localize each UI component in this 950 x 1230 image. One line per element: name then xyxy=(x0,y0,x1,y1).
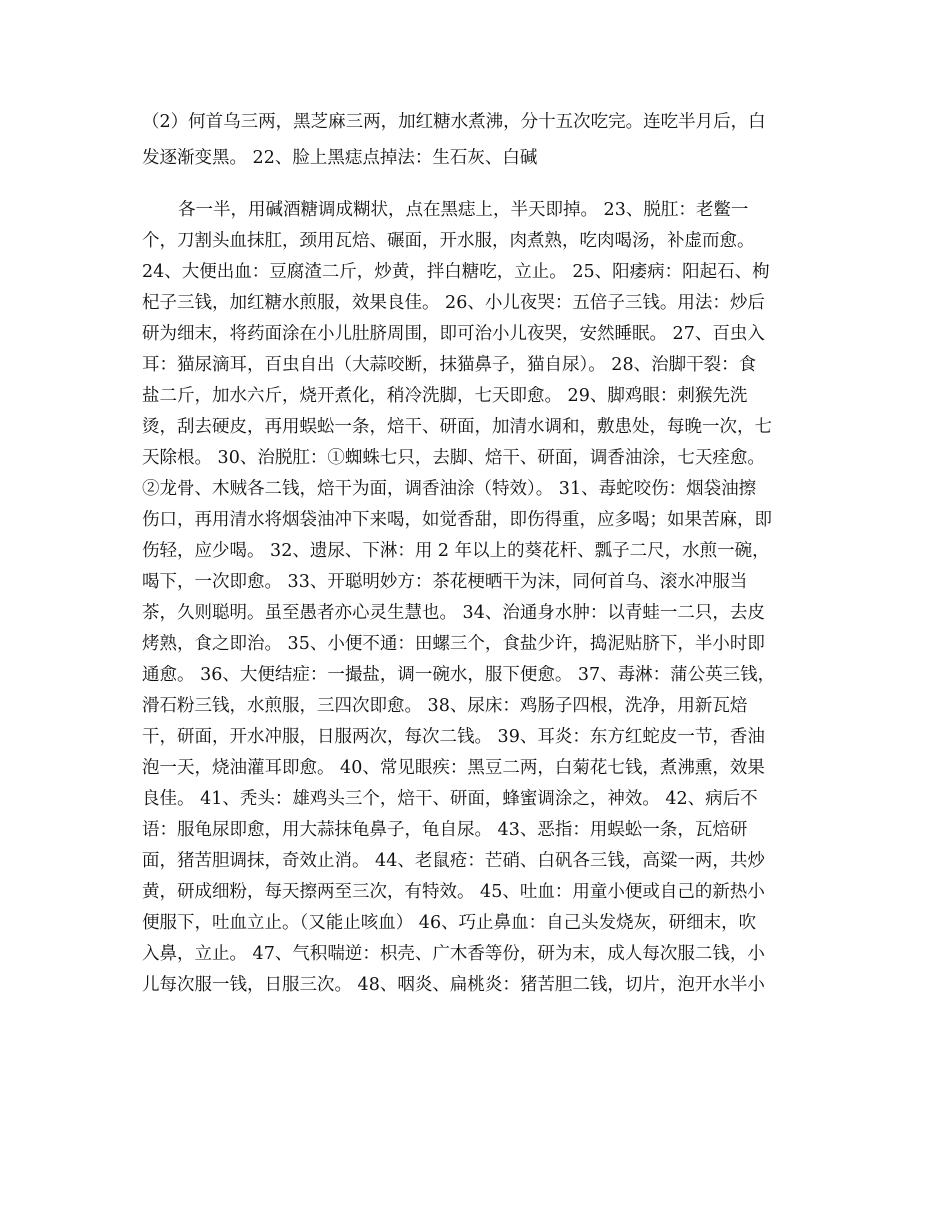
text-line: 个，刀割头血抹肛，颈用瓦焙、碾面，开水服，肉煮熟，吃肉喝汤，补虚而愈。 xyxy=(142,231,755,251)
text-line: ②龙骨、木贼各二钱，焙干为面，调香油涂（特效）。 31、毒蛇咬伤：烟袋油擦 xyxy=(142,479,757,499)
text-line: （2）何首乌三两，黑芝麻三两，加红糖水煮沸，分十五次吃完。连吃半月后，白 xyxy=(142,112,766,132)
text-line: 耳：猫尿滴耳，百虫自出（大蒜咬断，抹猫鼻子，猫自尿）。 28、治脚干裂：食 xyxy=(142,355,757,375)
text-line: 烤熟，食之即治。 35、小便不通：田螺三个，食盐少许，捣泥贴脐下，半小时即 xyxy=(142,634,765,654)
text-line: 便服下，吐血立止。（又能止咳血） 46、巧止鼻血：自己头发烧灰，研细末，吹 xyxy=(142,913,757,933)
text-line: 面，猪苦胆调抹，奇效止消。 44、老鼠疮：芒硝、白矾各三钱，高粱一两，共炒 xyxy=(142,851,765,871)
text-line: 烫，刮去硬皮，再用蜈蚣一条，焙干、研面，加清水调和，敷患处，每晚一次，七 xyxy=(142,417,772,437)
text-line: 儿每次服一钱，日服三次。 48、咽炎、扁桃炎：猪苦胆二钱，切片，泡开水半小 xyxy=(142,975,765,995)
text-line: 24、大便出血：豆腐渣二斤，炒黄，拌白糖吃，立止。 25、阳痿病：阳起石、枸 xyxy=(142,262,770,282)
text-line: 研为细末，将药面涂在小儿肚脐周围，即可治小儿夜哭，安然睡眠。 27、百虫入 xyxy=(142,324,765,344)
text-line: 伤口，再用清水将烟袋油冲下来喝，如觉香甜，即伤得重，应多喝；如果苦麻，即 xyxy=(142,510,772,530)
text-line: 干，研面，开水冲服，日服两次，每次二钱。 39、耳炎：东方红蛇皮一节，香油 xyxy=(142,727,765,747)
text-line: 良佳。 41、秃头：雄鸡头三个，焙干、研面，蜂蜜调涂之，神效。 42、病后不 xyxy=(142,789,758,809)
text-line xyxy=(142,1001,817,1032)
text-line: 泡一天，烧油灌耳即愈。 40、常见眼疾：黑豆二两，白菊花七钱，煮沸熏，效果 xyxy=(142,758,765,778)
paragraph-1 xyxy=(142,104,817,176)
text-line: 语：服龟尿即愈，用大蒜抹龟鼻子，龟自尿。 43、恶指：用蜈蚣一条，瓦焙研 xyxy=(142,820,748,840)
text-line: 发逐渐变黑。 22、脸上黑痣点掉法：生石灰、白碱 xyxy=(142,148,538,168)
text-line: 滑石粉三钱，水煎服，三四次即愈。 38、尿床：鸡肠子四根，洗净，用新瓦焙 xyxy=(142,696,748,716)
text-line: 入鼻，立止。 47、气积喘逆：枳壳、广木香等份，研为末，成人每次服二钱，小 xyxy=(142,944,765,964)
text-line: 茶，久则聪明。虽至愚者亦心灵生慧也。 34、治通身水肿：以青蛙一二只，去皮 xyxy=(142,603,765,623)
text-line: 盐二斤，加水六斤，烧开煮化，稍冷洗脚，七天即愈。 29、脚鸡眼：刺猴先洗 xyxy=(142,386,748,406)
text-line: 黄，研成细粉，每天擦两至三次，有特效。 45、吐血：用童小便或自己的新热小 xyxy=(142,882,765,902)
text-line: 通愈。 36、大便结症：一撮盐，调一碗水，服下便愈。 37、毒淋：蒲公英三钱， xyxy=(142,665,776,685)
text-line: 各一半，用碱酒糖调成糊状，点在黑痣上，半天即掉。 23、脱肛：老鳖一 xyxy=(178,200,749,220)
text-line: 杞子三钱，加红糖水煎服，效果良佳。 26、小儿夜哭：五倍子三钱。用法：炒后 xyxy=(142,293,765,313)
text-line: 伤轻，应少喝。 32、遗尿、下淋：用 2 年以上的葵花杆、瓢子二尺，水煎一碗， xyxy=(142,541,770,561)
paragraph-2 xyxy=(142,195,817,1032)
text-line: 天除根。 30、治脱肛：①蜘蛛七只，去脚、焙干、研面，调香油涂，七天痊愈。 xyxy=(142,448,765,468)
text-line: 喝下，一次即愈。 33、开聪明妙方：茶花梗晒干为沫，同何首乌、滚水冲服当 xyxy=(142,572,748,592)
